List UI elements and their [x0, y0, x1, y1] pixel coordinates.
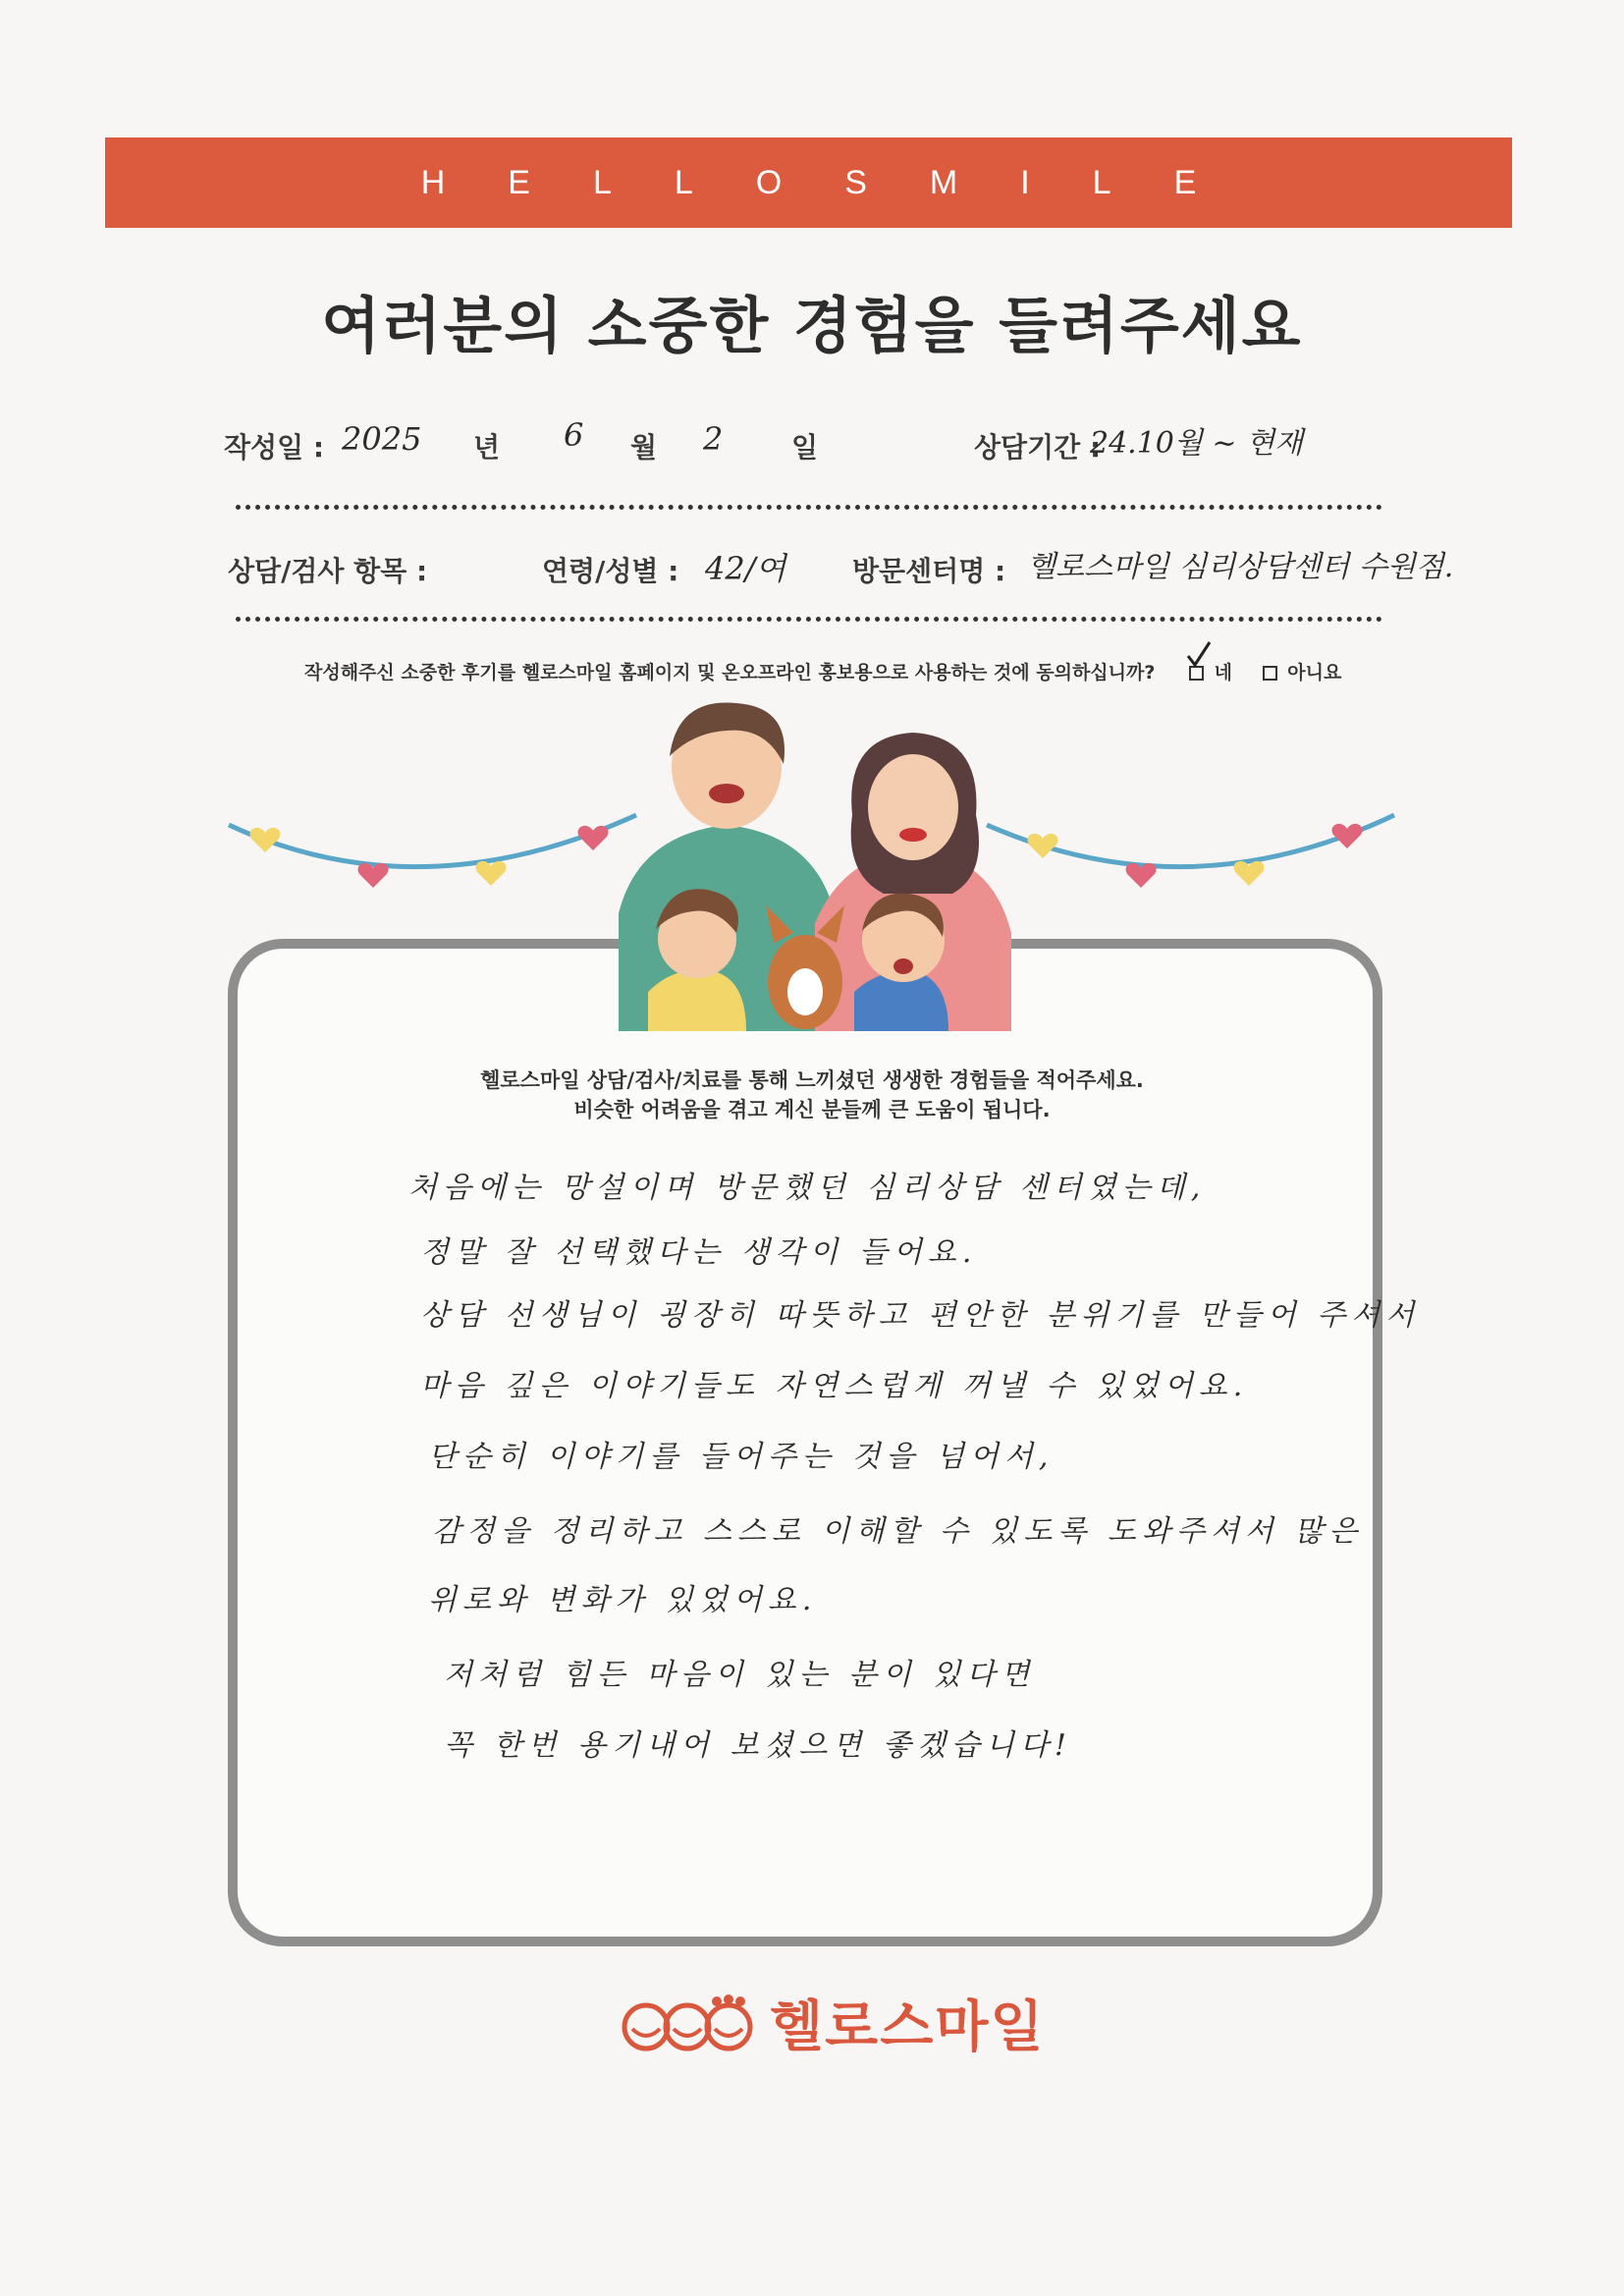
month-unit: 월	[630, 431, 658, 464]
review-line: 감정을 정리하고 스스로 이해할 수 있도록 도와주셔서 많은	[432, 1514, 1364, 1549]
heart-icon	[1028, 834, 1058, 858]
consent-yes-label: 네	[1214, 662, 1233, 683]
review-line: 처음에는 망설이며 방문했던 심리상담 센터였는데,	[408, 1171, 1207, 1205]
consent-question: 작성해주신 소중한 후기를 헬로스마일 홈페이지 및 온오프라인 홍보용으로 사용하는 것에 동의하십니까?	[304, 662, 1156, 683]
review-line: 정말 잘 선택했다는 생각이 들어요.	[420, 1235, 978, 1270]
guide-line-1: 헬로스마일 상담/검사/치료를 통해 느끼셨던 생생한 경험들을 적어주세요.	[480, 1068, 1144, 1092]
period-value: 24.10월 ~ 현재	[1090, 426, 1304, 461]
consent-no-label: 아니요	[1287, 662, 1342, 683]
logo-text: 헬로스마일	[770, 1995, 1046, 2059]
review-line: 마음 깊은 이야기들도 자연스럽게 꺼낼 수 있었어요.	[420, 1369, 1249, 1403]
period-label: 상담기간 :	[974, 431, 1102, 464]
heart-icon	[250, 828, 281, 852]
garland-right	[982, 805, 1404, 913]
heart-icon	[476, 861, 507, 886]
brand-banner	[105, 137, 1512, 228]
heart-icon	[1332, 824, 1363, 848]
center-value: 헬로스마일 심리상담센터 수원점.	[1027, 550, 1454, 584]
review-line: 상담 선생님이 굉장히 따뜻하고 편안한 분위기를 만들어 주셔서	[420, 1298, 1421, 1333]
day-value: 2	[703, 420, 724, 458]
guide-line-2: 비슷한 어려움을 겪고 계신 분들께 큰 도움이 됩니다.	[573, 1098, 1051, 1121]
age-gender-label: 연령/성별 :	[542, 555, 679, 587]
check-mark-icon	[1185, 640, 1213, 670]
page-title: 여러분의 소중한 경험을 들려주세요	[321, 290, 1303, 361]
garland-left	[224, 805, 646, 913]
center-label: 방문센터명 :	[852, 555, 1006, 587]
review-line: 꼭 한번 용기내어 보셨으면 좋겠습니다!	[444, 1728, 1072, 1763]
divider-2	[236, 617, 1382, 622]
no-checkbox[interactable]	[1263, 666, 1277, 681]
day-unit: 일	[791, 431, 819, 464]
smile-logo-icon	[619, 1994, 756, 2052]
heart-icon	[1234, 861, 1265, 886]
year-value: 2025	[342, 420, 422, 458]
date-label: 작성일 :	[224, 431, 325, 464]
review-line: 저처럼 힘든 마음이 있는 분이 있다면	[444, 1658, 1036, 1692]
month-value: 6	[564, 416, 584, 454]
banner-text: HELLOSMILE	[420, 163, 1260, 201]
consent-row	[304, 658, 1341, 684]
consent-yes-option[interactable]	[1189, 658, 1232, 684]
review-line: 위로와 변화가 있었어요.	[428, 1583, 818, 1617]
hellosmile-logo	[619, 1984, 1045, 2062]
review-line: 단순히 이야기를 들어주는 것을 넘어서,	[428, 1440, 1055, 1474]
divider-1	[236, 505, 1382, 510]
age-gender-value: 42/여	[705, 550, 786, 587]
family-illustration	[599, 697, 1021, 1031]
item-label: 상담/검사 항목 :	[228, 555, 428, 587]
year-unit: 년	[473, 431, 501, 464]
consent-no-option[interactable]	[1263, 658, 1342, 684]
